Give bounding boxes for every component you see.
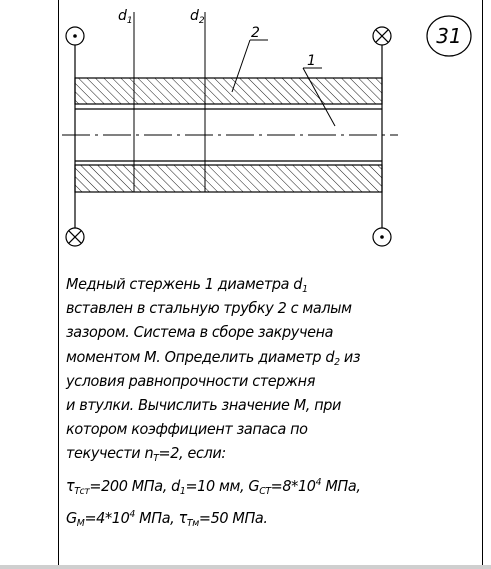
given-values-line-2: $G_M=4*10^4$ МПа, $\tau_{Tм}=50$ МПа. — [66, 508, 268, 529]
bottom-strip — [0, 565, 491, 569]
support-top-left — [66, 27, 84, 45]
support-bottom-left — [66, 228, 84, 246]
d1-label: $d_1$ — [118, 8, 133, 26]
text-line-3: зазором. Система в сборе закручена — [66, 323, 334, 342]
text-line-1: Медный стержень 1 диаметра $d_1$ — [66, 275, 308, 295]
text-line-5: условия равнопрочности стержня — [66, 371, 316, 390]
support-top-right — [373, 27, 391, 45]
given-values-line-1: $\tau_{Tст}=200$ МПа, $d_1=10$ мм, $G_{CT}=8*10^4$ МПа, — [66, 476, 361, 497]
text-line-7: котором коэффициент запаса по — [66, 420, 308, 439]
part1-label: 1 — [307, 53, 316, 69]
d2-label: $d_2$ — [190, 8, 205, 26]
support-bottom-right — [373, 228, 391, 246]
problem-number: 31 — [436, 24, 462, 48]
text-line-6: и втулки. Вычислить значение М, при — [66, 396, 342, 415]
tube-wall-top — [75, 78, 382, 104]
text-line-8: текучести $n_T=2$, если: — [66, 444, 226, 465]
text-line-2: вставлен в стальную трубку 2 с малым — [66, 299, 352, 318]
problem-statement — [66, 272, 447, 530]
text-line-4: моментом М. Определить диаметр $d_2$ из — [66, 347, 361, 368]
shaft-diagram — [0, 0, 491, 270]
tube-wall-bottom — [75, 165, 382, 192]
problem-number-badge — [427, 16, 471, 56]
part2-label: 2 — [251, 25, 260, 41]
